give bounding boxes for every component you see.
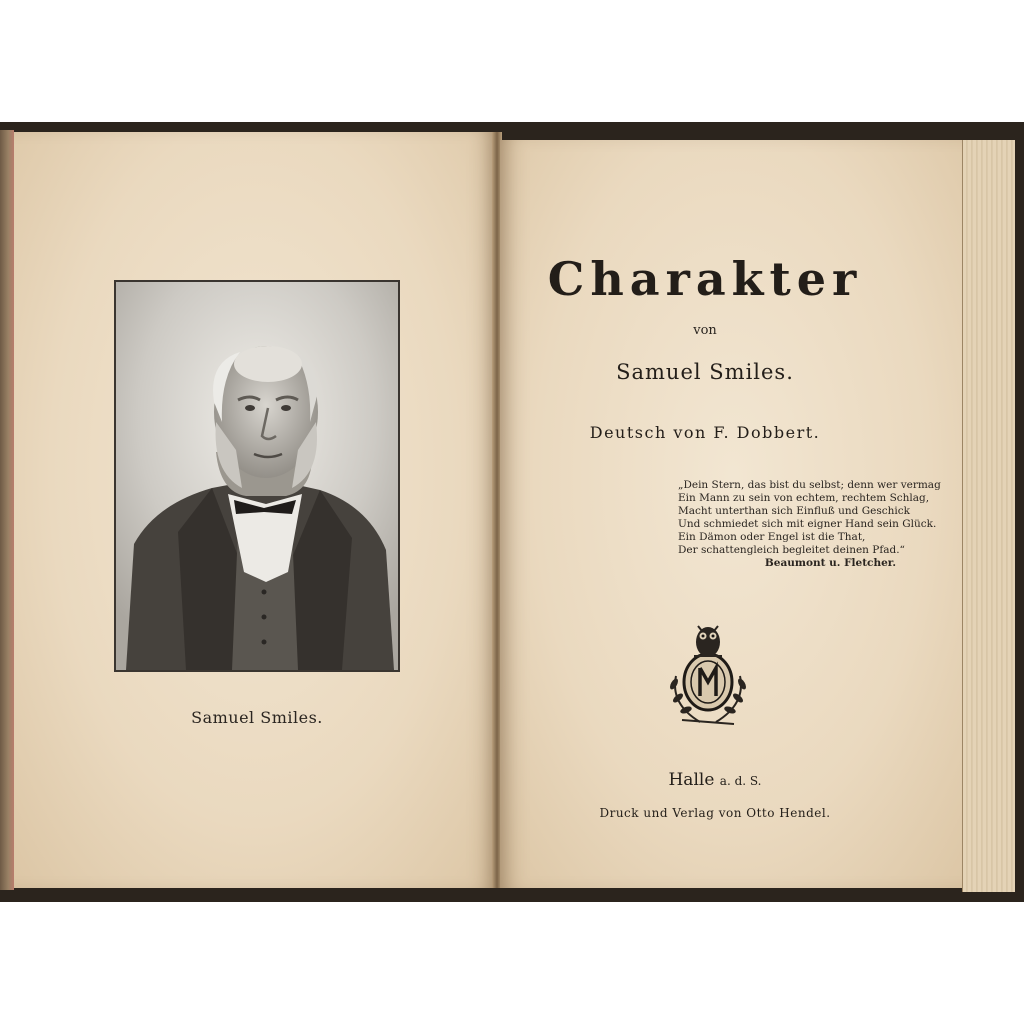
epigraph-line: Und schmiedet sich mit eigner Hand sein Glück.: [678, 518, 937, 530]
publisher-emblem-icon: [660, 616, 756, 730]
place-main: Halle: [668, 770, 715, 790]
page-edges: [962, 140, 1015, 892]
translator-line: Deutsch von F. Dobbert.: [589, 423, 821, 442]
book-title: Charakter: [547, 252, 863, 306]
epigraph-line: Ein Dämon oder Engel ist die That,: [678, 531, 866, 543]
epigraph-line: „Dein Stern, das bist du selbst; denn wer vermag: [678, 479, 941, 491]
author-name: Samuel Smiles.: [616, 360, 794, 384]
place-suffix: a. d. S.: [719, 774, 762, 788]
publisher-line: Druck und Verlag von Otto Hendel.: [599, 806, 831, 820]
cover-edge: [0, 130, 14, 890]
epigraph-line: Ein Mann zu sein von echtem, rechtem Schlag,: [678, 492, 930, 504]
epigraph-line: Macht unterthan sich Einfluß und Geschick: [678, 505, 910, 517]
publication-place: [500, 770, 930, 790]
epigraph-line: Der schattengleich begleitet deinen Pfad.“: [678, 544, 905, 556]
epigraph-attribution: Beaumont u. Fletcher.: [764, 557, 896, 569]
portrait-caption: Samuel Smiles.: [191, 708, 323, 727]
epigraph: [678, 479, 941, 570]
author-portrait: [114, 280, 400, 672]
by-word: von: [693, 323, 717, 338]
